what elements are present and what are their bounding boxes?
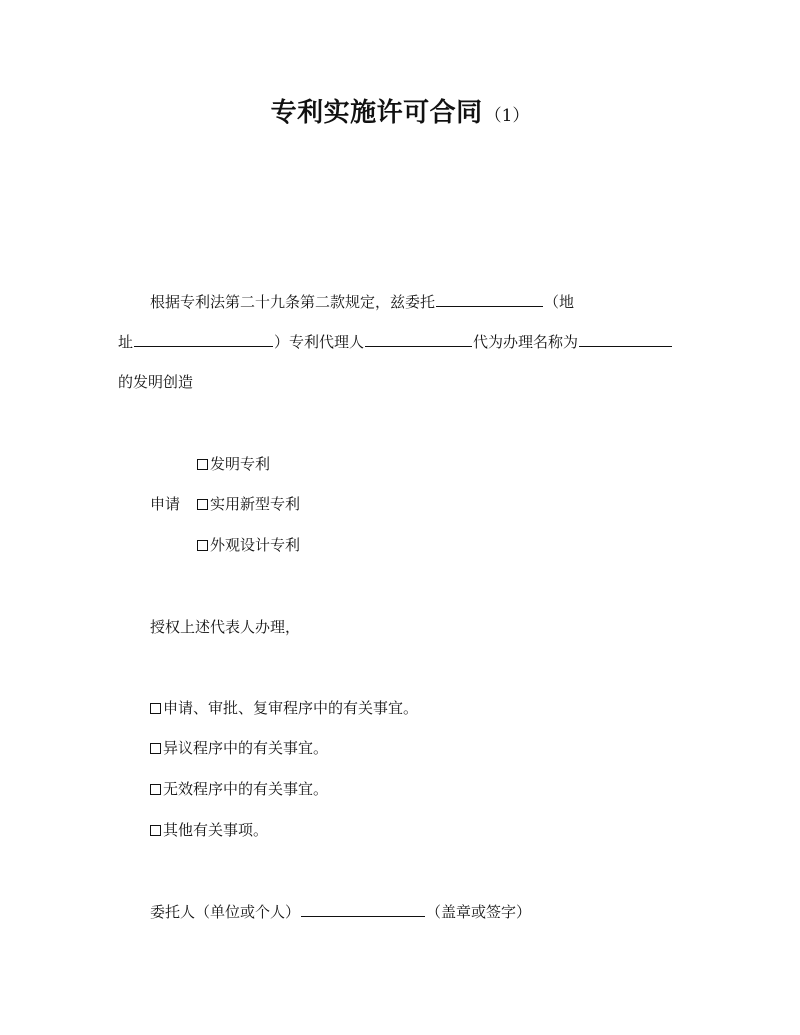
title-main: 专利实施许可合同 (270, 98, 483, 128)
apply-option-design[interactable] (197, 535, 300, 555)
intro-line-3: 的发明创造 (118, 373, 194, 391)
matter-item-other[interactable] (150, 820, 268, 840)
matter-item-review[interactable] (150, 698, 418, 718)
checkbox-icon[interactable] (197, 540, 208, 551)
matter-label: 其他有关事项。 (163, 821, 269, 839)
apply-option-label: 实用新型专利 (210, 495, 301, 513)
checkbox-icon[interactable] (150, 703, 161, 714)
title-suffix: （1） (484, 106, 530, 126)
apply-option-utility-model[interactable] (197, 494, 300, 514)
intro-line-1 (150, 291, 574, 311)
principal-label: 委托人（单位或个人） (150, 903, 301, 921)
intro-line-1-end: （地 (544, 293, 575, 311)
patent-agent-blank[interactable] (365, 331, 472, 347)
agent-name-blank[interactable] (436, 291, 543, 307)
address-blank[interactable] (134, 331, 273, 347)
intro-line-2 (118, 331, 673, 351)
document-title (0, 92, 800, 129)
intro-line-2-mid2: 代为办理名称为 (473, 333, 579, 351)
matter-label: 申请、审批、复审程序中的有关事宜。 (163, 699, 419, 717)
matter-item-invalidation[interactable] (150, 779, 328, 799)
matter-item-opposition[interactable] (150, 738, 328, 758)
checkbox-icon[interactable] (150, 825, 161, 836)
checkbox-icon[interactable] (197, 499, 208, 510)
apply-option-label: 发明专利 (210, 455, 271, 473)
principal-signature-blank[interactable] (301, 901, 425, 917)
checkbox-icon[interactable] (150, 784, 161, 795)
matter-label: 异议程序中的有关事宜。 (163, 739, 329, 757)
principal-suffix: （盖章或签字） (426, 903, 532, 921)
invention-name-blank[interactable] (579, 331, 672, 347)
intro-line-2-mid1: ）专利代理人 (274, 333, 365, 351)
checkbox-icon[interactable] (197, 459, 208, 470)
matter-label: 无效程序中的有关事宜。 (163, 780, 329, 798)
checkbox-icon[interactable] (150, 743, 161, 754)
apply-option-invention[interactable] (197, 454, 270, 474)
intro-line-2-start: 址 (118, 333, 134, 351)
authorize-text: 授权上述代表人办理， (150, 618, 301, 636)
principal-line (150, 901, 531, 921)
apply-label: 申请 (150, 495, 181, 513)
apply-option-label: 外观设计专利 (210, 536, 301, 554)
intro-line-1-text: 根据专利法第二十九条第二款规定，兹委托 (150, 293, 436, 311)
